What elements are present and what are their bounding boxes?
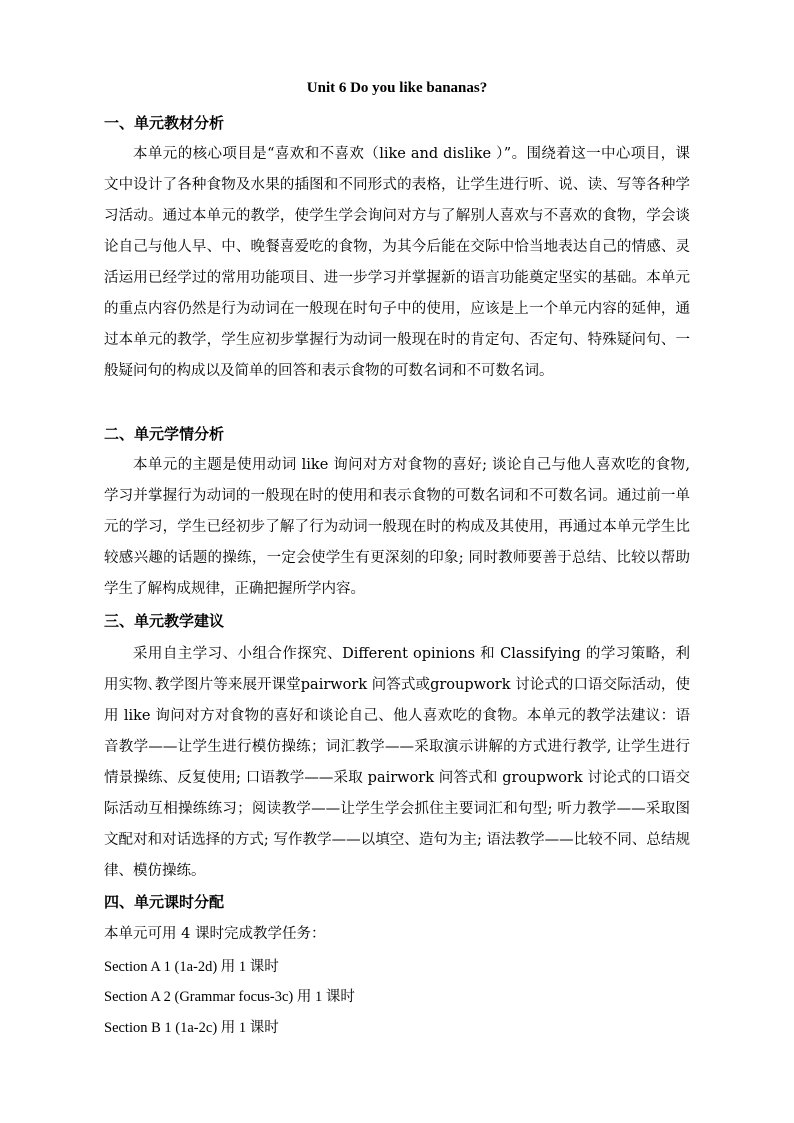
- section-heading-4: 四、单元课时分配: [104, 893, 225, 911]
- section-heading-1: 一、单元教材分析: [104, 114, 225, 132]
- schedule-line: Section A 2 (Grammar focus-3c) 用 1 课时: [104, 989, 355, 1005]
- section-heading-3: 三、单元教学建议: [104, 612, 225, 630]
- schedule-line: Section B 1 (1a-2c) 用 1 课时: [104, 1020, 279, 1036]
- schedule-intro: 本单元可用 4 课时完成教学任务：: [104, 926, 326, 942]
- section-paragraph-1: 本单元的核心项目是“喜欢和不喜欢（like and dislike ）”。围绕着这一中心项目，课文中设计了各种食物及水果的插图和不同形式的表格，让学生进行听、说、读、写等各种学习活动。通过本单元的教学，使学生学会询问对方与了解别人喜欢与不喜欢的食物，学会谈论自己与他人早、中、晚餐喜爱吃的食物，为其今后能在交际中恰当地表达自己的情感、灵活运用已经学过的常用功能项目、进一步学习并掌握新的语言功能奠定坚实的基础。本单元的重点内容仍然是行为动词在一般现在时句子中的使用，应该是上一个单元内容的延伸，通过本单元的教学，学生应初步掌握行为动词一般现在时的肯定句、否定句、特殊疑问句、一般疑问句的构成以及简单的回答和表示食物的可数名词和不可数名词。: [104, 146, 690, 379]
- schedule-line: Section A 1 (1a-2d) 用 1 课时: [104, 959, 279, 975]
- section-paragraph-3: 采用自主学习、小组合作探究、Different opinions 和 Classifying 的学习策略，利用实物､教学图片等来展开课堂pairwork 问答式或groupwork 讨论式的口语交际活动，使用 like 询问对方对食物的喜好和谈论自己、他人喜欢吃的食物。本单元的教学法建议：语音教学——让学生进行模仿操练；词汇教学——采取演示讲解的方式进行教学, 让学生进行情景操练、反复使用; 口语教学——采取 pairwork 问答式和 groupwork 讨论式的口语交际活动互相操练练习；阅读教学——让学生学会抓住主要词汇和句型; 听力教学——采取图文配对和对话选择的方式; 写作教学——以填空、造句为主; 语法教学——比较不同、总结规律、模仿操练。: [104, 646, 690, 879]
- section-paragraph-2: 本单元的主题是使用动词 like 询问对方对食物的喜好; 谈论自己与他人喜欢吃的食物,学习并掌握行为动词的一般现在时的使用和表示食物的可数名词和不可数名词。通过前一单元的学习，学生已经初步了解了行为动词一般现在时的构成及其使用，再通过本单元学生比较感兴趣的话题的操练，一定会使学生有更深刻的印象; 同时教师要善于总结、比较以帮助学生了解构成规律，正确把握所学内容。: [104, 457, 690, 597]
- document-title: Unit 6 Do you like bananas?: [306, 80, 488, 96]
- section-heading-2: 二、单元学情分析: [104, 425, 225, 443]
